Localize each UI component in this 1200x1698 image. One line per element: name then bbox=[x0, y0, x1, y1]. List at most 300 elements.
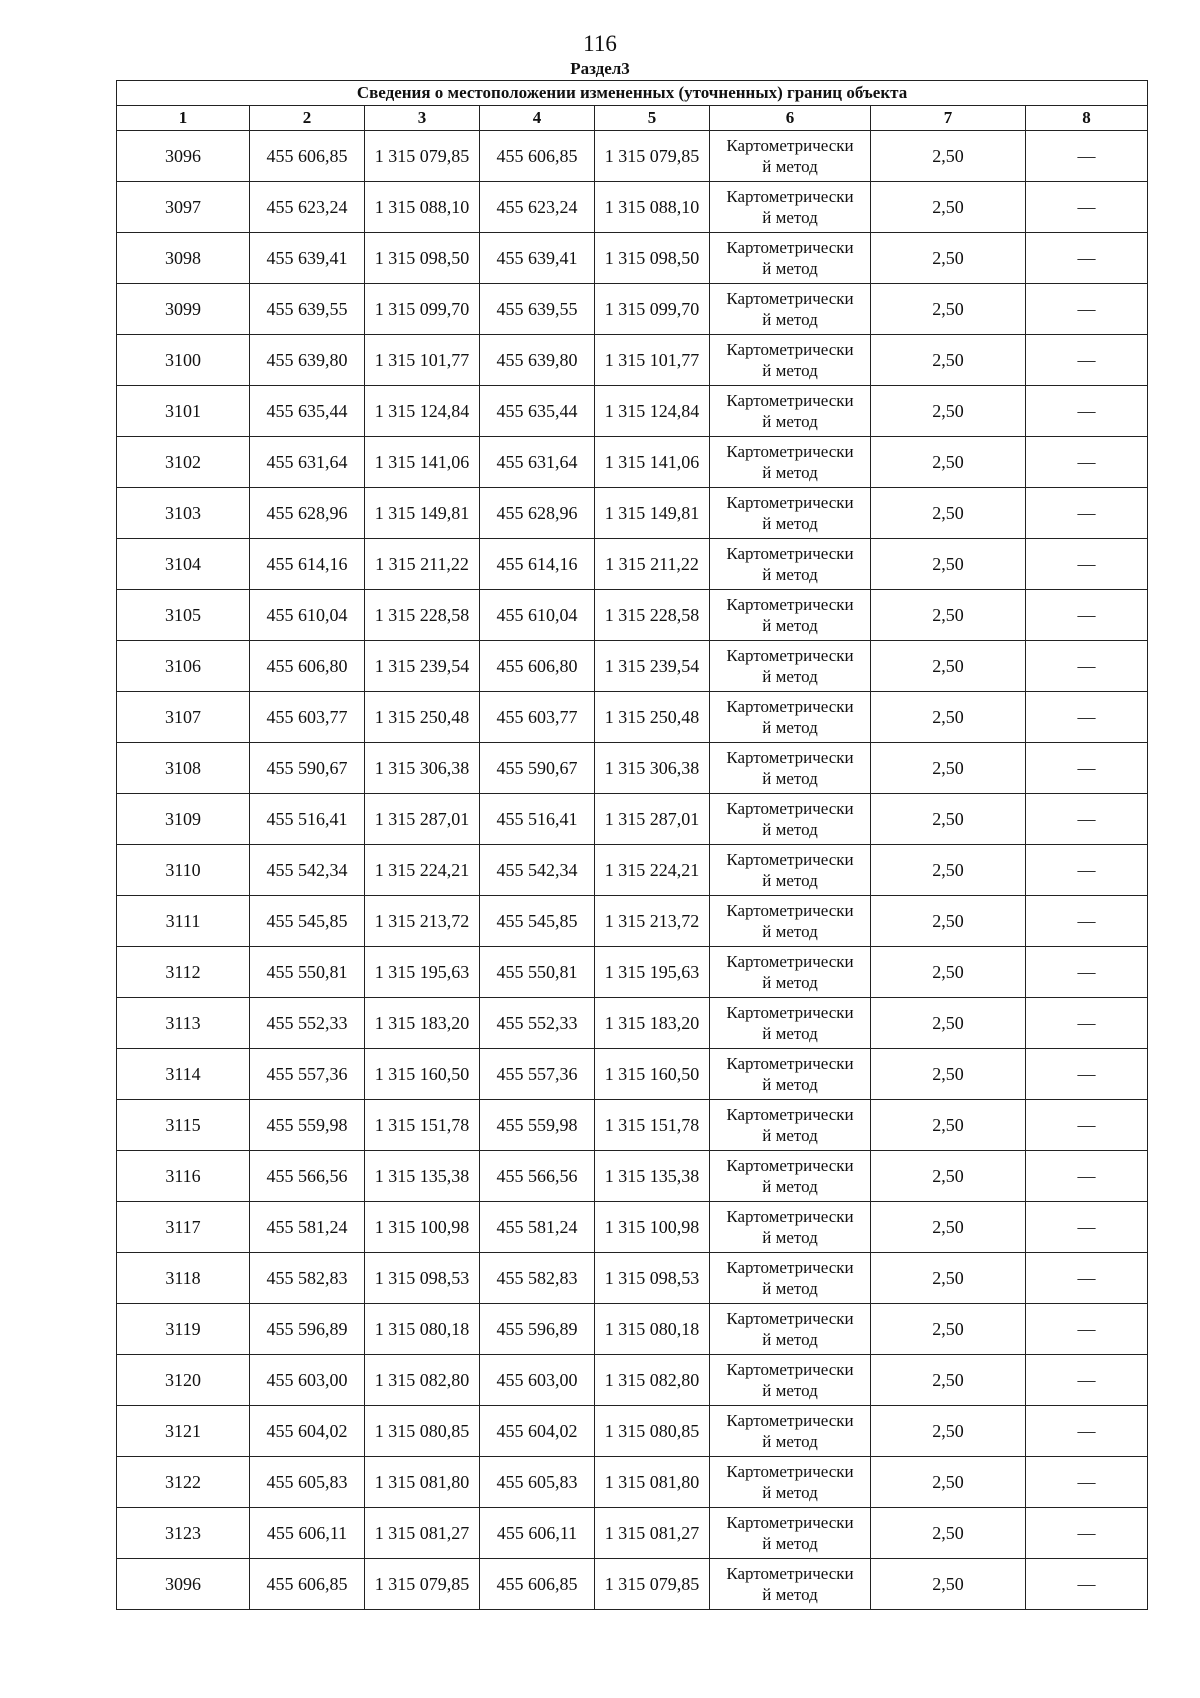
x-coordinate-existing-cell: 455 639,80 bbox=[250, 335, 365, 386]
method-line: Картометрически bbox=[726, 1258, 854, 1277]
method-line: й метод bbox=[762, 922, 818, 941]
note-cell: — bbox=[1026, 794, 1148, 845]
table-row bbox=[117, 1508, 1148, 1559]
y-coordinate-refined-cell: 1 315 183,20 bbox=[595, 998, 710, 1049]
x-coordinate-refined-cell: 455 603,77 bbox=[480, 692, 595, 743]
x-coordinate-refined-cell: 455 639,41 bbox=[480, 233, 595, 284]
note-cell: — bbox=[1026, 539, 1148, 590]
y-coordinate-existing-cell: 1 315 080,85 bbox=[365, 1406, 480, 1457]
method-line: й метод bbox=[762, 514, 818, 533]
method-line: й метод bbox=[762, 1381, 818, 1400]
y-coordinate-refined-cell: 1 315 098,53 bbox=[595, 1253, 710, 1304]
point-number-cell: 3096 bbox=[117, 1559, 250, 1610]
x-coordinate-refined-cell: 455 606,11 bbox=[480, 1508, 595, 1559]
table-row bbox=[117, 284, 1148, 335]
note-cell: — bbox=[1026, 1202, 1148, 1253]
method-cell bbox=[710, 1202, 871, 1253]
accuracy-cell: 2,50 bbox=[871, 1559, 1026, 1610]
note-cell: — bbox=[1026, 437, 1148, 488]
table-row bbox=[117, 131, 1148, 182]
accuracy-cell: 2,50 bbox=[871, 131, 1026, 182]
point-number-cell: 3123 bbox=[117, 1508, 250, 1559]
y-coordinate-existing-cell: 1 315 239,54 bbox=[365, 641, 480, 692]
note-cell: — bbox=[1026, 233, 1148, 284]
method-cell bbox=[710, 590, 871, 641]
x-coordinate-refined-cell: 455 557,36 bbox=[480, 1049, 595, 1100]
accuracy-cell: 2,50 bbox=[871, 1406, 1026, 1457]
x-coordinate-refined-cell: 455 623,24 bbox=[480, 182, 595, 233]
table-row bbox=[117, 1151, 1148, 1202]
table-row bbox=[117, 845, 1148, 896]
y-coordinate-refined-cell: 1 315 098,50 bbox=[595, 233, 710, 284]
method-cell bbox=[710, 284, 871, 335]
table-row bbox=[117, 1457, 1148, 1508]
table-row bbox=[117, 437, 1148, 488]
x-coordinate-refined-cell: 455 631,64 bbox=[480, 437, 595, 488]
y-coordinate-existing-cell: 1 315 088,10 bbox=[365, 182, 480, 233]
method-line: Картометрически bbox=[726, 1462, 854, 1481]
method-cell bbox=[710, 488, 871, 539]
method-line: й метод bbox=[762, 1534, 818, 1553]
x-coordinate-existing-cell: 455 603,00 bbox=[250, 1355, 365, 1406]
y-coordinate-existing-cell: 1 315 098,53 bbox=[365, 1253, 480, 1304]
method-line: й метод bbox=[762, 1075, 818, 1094]
x-coordinate-existing-cell: 455 623,24 bbox=[250, 182, 365, 233]
x-coordinate-refined-cell: 455 606,80 bbox=[480, 641, 595, 692]
x-coordinate-refined-cell: 455 596,89 bbox=[480, 1304, 595, 1355]
x-coordinate-refined-cell: 455 606,85 bbox=[480, 131, 595, 182]
x-coordinate-refined-cell: 455 604,02 bbox=[480, 1406, 595, 1457]
method-cell bbox=[710, 1304, 871, 1355]
method-line: й метод bbox=[762, 412, 818, 431]
method-cell bbox=[710, 692, 871, 743]
note-cell: — bbox=[1026, 335, 1148, 386]
point-number-cell: 3102 bbox=[117, 437, 250, 488]
method-line: Картометрически bbox=[726, 1207, 854, 1226]
x-coordinate-existing-cell: 455 631,64 bbox=[250, 437, 365, 488]
accuracy-cell: 2,50 bbox=[871, 692, 1026, 743]
method-line: Картометрически bbox=[726, 850, 854, 869]
point-number-cell: 3106 bbox=[117, 641, 250, 692]
accuracy-cell: 2,50 bbox=[871, 1100, 1026, 1151]
y-coordinate-existing-cell: 1 315 213,72 bbox=[365, 896, 480, 947]
table-row bbox=[117, 539, 1148, 590]
point-number-cell: 3117 bbox=[117, 1202, 250, 1253]
method-line: й метод bbox=[762, 667, 818, 686]
method-line: й метод bbox=[762, 769, 818, 788]
y-coordinate-existing-cell: 1 315 099,70 bbox=[365, 284, 480, 335]
accuracy-cell: 2,50 bbox=[871, 233, 1026, 284]
note-cell: — bbox=[1026, 1406, 1148, 1457]
x-coordinate-refined-cell: 455 566,56 bbox=[480, 1151, 595, 1202]
note-cell: — bbox=[1026, 1304, 1148, 1355]
accuracy-cell: 2,50 bbox=[871, 1304, 1026, 1355]
y-coordinate-existing-cell: 1 315 250,48 bbox=[365, 692, 480, 743]
note-cell: — bbox=[1026, 998, 1148, 1049]
method-line: й метод bbox=[762, 208, 818, 227]
table-row bbox=[117, 386, 1148, 437]
point-number-cell: 3120 bbox=[117, 1355, 250, 1406]
method-cell bbox=[710, 947, 871, 998]
point-number-cell: 3096 bbox=[117, 131, 250, 182]
accuracy-cell: 2,50 bbox=[871, 284, 1026, 335]
table-row bbox=[117, 998, 1148, 1049]
table-row bbox=[117, 641, 1148, 692]
table-row bbox=[117, 1559, 1148, 1610]
method-line: й метод bbox=[762, 820, 818, 839]
x-coordinate-refined-cell: 455 582,83 bbox=[480, 1253, 595, 1304]
method-line: й метод bbox=[762, 973, 818, 992]
x-coordinate-existing-cell: 455 639,41 bbox=[250, 233, 365, 284]
point-number-cell: 3108 bbox=[117, 743, 250, 794]
method-line: Картометрически bbox=[726, 187, 854, 206]
x-coordinate-refined-cell: 455 590,67 bbox=[480, 743, 595, 794]
note-cell: — bbox=[1026, 1457, 1148, 1508]
y-coordinate-refined-cell: 1 315 135,38 bbox=[595, 1151, 710, 1202]
method-line: й метод bbox=[762, 259, 818, 278]
method-line: й метод bbox=[762, 1126, 818, 1145]
x-coordinate-existing-cell: 455 552,33 bbox=[250, 998, 365, 1049]
table-row bbox=[117, 947, 1148, 998]
method-cell bbox=[710, 131, 871, 182]
method-cell bbox=[710, 1100, 871, 1151]
table-row bbox=[117, 1304, 1148, 1355]
accuracy-cell: 2,50 bbox=[871, 641, 1026, 692]
table-row bbox=[117, 590, 1148, 641]
point-number-cell: 3112 bbox=[117, 947, 250, 998]
method-line: Картометрически bbox=[726, 595, 854, 614]
note-cell: — bbox=[1026, 845, 1148, 896]
method-line: Картометрически bbox=[726, 901, 854, 920]
x-coordinate-existing-cell: 455 604,02 bbox=[250, 1406, 365, 1457]
note-cell: — bbox=[1026, 590, 1148, 641]
method-line: Картометрически bbox=[726, 493, 854, 512]
x-coordinate-existing-cell: 455 557,36 bbox=[250, 1049, 365, 1100]
method-cell bbox=[710, 743, 871, 794]
table-row bbox=[117, 692, 1148, 743]
method-line: Картометрически bbox=[726, 799, 854, 818]
x-coordinate-existing-cell: 455 582,83 bbox=[250, 1253, 365, 1304]
method-line: Картометрически bbox=[726, 952, 854, 971]
point-number-cell: 3098 bbox=[117, 233, 250, 284]
method-line: й метод bbox=[762, 1279, 818, 1298]
note-cell: — bbox=[1026, 488, 1148, 539]
method-cell bbox=[710, 1151, 871, 1202]
point-number-cell: 3118 bbox=[117, 1253, 250, 1304]
method-line: Картометрически bbox=[726, 1054, 854, 1073]
x-coordinate-existing-cell: 455 559,98 bbox=[250, 1100, 365, 1151]
point-number-cell: 3122 bbox=[117, 1457, 250, 1508]
point-number-cell: 3099 bbox=[117, 284, 250, 335]
table-row bbox=[117, 233, 1148, 284]
x-coordinate-existing-cell: 455 581,24 bbox=[250, 1202, 365, 1253]
y-coordinate-existing-cell: 1 315 081,80 bbox=[365, 1457, 480, 1508]
accuracy-cell: 2,50 bbox=[871, 335, 1026, 386]
y-coordinate-existing-cell: 1 315 124,84 bbox=[365, 386, 480, 437]
y-coordinate-existing-cell: 1 315 195,63 bbox=[365, 947, 480, 998]
note-cell: — bbox=[1026, 386, 1148, 437]
point-number-cell: 3100 bbox=[117, 335, 250, 386]
method-line: й метод bbox=[762, 310, 818, 329]
y-coordinate-existing-cell: 1 315 228,58 bbox=[365, 590, 480, 641]
column-number: 4 bbox=[480, 106, 595, 131]
note-cell: — bbox=[1026, 1100, 1148, 1151]
method-line: й метод bbox=[762, 871, 818, 890]
method-cell bbox=[710, 1559, 871, 1610]
x-coordinate-existing-cell: 455 606,11 bbox=[250, 1508, 365, 1559]
note-cell: — bbox=[1026, 947, 1148, 998]
method-cell bbox=[710, 437, 871, 488]
note-cell: — bbox=[1026, 692, 1148, 743]
x-coordinate-existing-cell: 455 550,81 bbox=[250, 947, 365, 998]
y-coordinate-refined-cell: 1 315 124,84 bbox=[595, 386, 710, 437]
x-coordinate-existing-cell: 455 606,85 bbox=[250, 1559, 365, 1610]
y-coordinate-refined-cell: 1 315 149,81 bbox=[595, 488, 710, 539]
column-number: 2 bbox=[250, 106, 365, 131]
method-line: Картометрически bbox=[726, 289, 854, 308]
method-line: Картометрически bbox=[726, 1156, 854, 1175]
x-coordinate-existing-cell: 455 605,83 bbox=[250, 1457, 365, 1508]
method-line: й метод bbox=[762, 157, 818, 176]
y-coordinate-existing-cell: 1 315 306,38 bbox=[365, 743, 480, 794]
method-line: Картометрически bbox=[726, 1309, 854, 1328]
note-cell: — bbox=[1026, 641, 1148, 692]
note-cell: — bbox=[1026, 1151, 1148, 1202]
point-number-cell: 3109 bbox=[117, 794, 250, 845]
table-row bbox=[117, 896, 1148, 947]
method-line: й метод bbox=[762, 1330, 818, 1349]
method-line: й метод bbox=[762, 1177, 818, 1196]
accuracy-cell: 2,50 bbox=[871, 1508, 1026, 1559]
x-coordinate-existing-cell: 455 606,85 bbox=[250, 131, 365, 182]
x-coordinate-existing-cell: 455 628,96 bbox=[250, 488, 365, 539]
method-line: Картометрически bbox=[726, 697, 854, 716]
table-row bbox=[117, 1100, 1148, 1151]
point-number-cell: 3121 bbox=[117, 1406, 250, 1457]
page-number: 116 bbox=[583, 31, 617, 56]
method-cell bbox=[710, 1355, 871, 1406]
accuracy-cell: 2,50 bbox=[871, 1355, 1026, 1406]
method-line: Картометрически bbox=[726, 136, 854, 155]
method-cell bbox=[710, 845, 871, 896]
note-cell: — bbox=[1026, 1508, 1148, 1559]
method-line: Картометрически bbox=[726, 1105, 854, 1124]
method-line: й метод bbox=[762, 718, 818, 737]
note-cell: — bbox=[1026, 1559, 1148, 1610]
x-coordinate-existing-cell: 455 596,89 bbox=[250, 1304, 365, 1355]
method-line: Картометрически bbox=[726, 391, 854, 410]
method-line: Картометрически bbox=[726, 1513, 854, 1532]
y-coordinate-refined-cell: 1 315 151,78 bbox=[595, 1100, 710, 1151]
method-cell bbox=[710, 335, 871, 386]
accuracy-cell: 2,50 bbox=[871, 1202, 1026, 1253]
y-coordinate-existing-cell: 1 315 098,50 bbox=[365, 233, 480, 284]
method-line: й метод bbox=[762, 1432, 818, 1451]
coordinates-table bbox=[116, 80, 1148, 1610]
x-coordinate-refined-cell: 455 610,04 bbox=[480, 590, 595, 641]
method-line: й метод bbox=[762, 1024, 818, 1043]
method-cell bbox=[710, 641, 871, 692]
accuracy-cell: 2,50 bbox=[871, 1049, 1026, 1100]
method-cell bbox=[710, 182, 871, 233]
table-row bbox=[117, 743, 1148, 794]
method-cell bbox=[710, 1406, 871, 1457]
method-line: й метод bbox=[762, 463, 818, 482]
method-cell bbox=[710, 896, 871, 947]
method-line: й метод bbox=[762, 565, 818, 584]
x-coordinate-refined-cell: 455 559,98 bbox=[480, 1100, 595, 1151]
method-line: й метод bbox=[762, 1483, 818, 1502]
point-number-cell: 3119 bbox=[117, 1304, 250, 1355]
x-coordinate-refined-cell: 455 545,85 bbox=[480, 896, 595, 947]
method-cell bbox=[710, 1457, 871, 1508]
column-number: 3 bbox=[365, 106, 480, 131]
y-coordinate-refined-cell: 1 315 101,77 bbox=[595, 335, 710, 386]
x-coordinate-refined-cell: 455 628,96 bbox=[480, 488, 595, 539]
x-coordinate-existing-cell: 455 610,04 bbox=[250, 590, 365, 641]
point-number-cell: 3107 bbox=[117, 692, 250, 743]
accuracy-cell: 2,50 bbox=[871, 1457, 1026, 1508]
method-line: й метод bbox=[762, 1228, 818, 1247]
accuracy-cell: 2,50 bbox=[871, 998, 1026, 1049]
y-coordinate-existing-cell: 1 315 149,81 bbox=[365, 488, 480, 539]
accuracy-cell: 2,50 bbox=[871, 1151, 1026, 1202]
y-coordinate-existing-cell: 1 315 100,98 bbox=[365, 1202, 480, 1253]
method-cell bbox=[710, 1253, 871, 1304]
point-number-cell: 3097 bbox=[117, 182, 250, 233]
method-cell bbox=[710, 1508, 871, 1559]
x-coordinate-refined-cell: 455 605,83 bbox=[480, 1457, 595, 1508]
method-cell bbox=[710, 233, 871, 284]
note-cell: — bbox=[1026, 1049, 1148, 1100]
accuracy-cell: 2,50 bbox=[871, 386, 1026, 437]
x-coordinate-refined-cell: 455 550,81 bbox=[480, 947, 595, 998]
point-number-cell: 3115 bbox=[117, 1100, 250, 1151]
note-cell: — bbox=[1026, 896, 1148, 947]
y-coordinate-refined-cell: 1 315 239,54 bbox=[595, 641, 710, 692]
y-coordinate-existing-cell: 1 315 079,85 bbox=[365, 1559, 480, 1610]
note-cell: — bbox=[1026, 1355, 1148, 1406]
y-coordinate-refined-cell: 1 315 224,21 bbox=[595, 845, 710, 896]
y-coordinate-existing-cell: 1 315 183,20 bbox=[365, 998, 480, 1049]
table-row bbox=[117, 182, 1148, 233]
table-row bbox=[117, 1049, 1148, 1100]
y-coordinate-existing-cell: 1 315 080,18 bbox=[365, 1304, 480, 1355]
table-row bbox=[117, 1202, 1148, 1253]
accuracy-cell: 2,50 bbox=[871, 590, 1026, 641]
x-coordinate-refined-cell: 455 581,24 bbox=[480, 1202, 595, 1253]
x-coordinate-refined-cell: 455 542,34 bbox=[480, 845, 595, 896]
y-coordinate-refined-cell: 1 315 160,50 bbox=[595, 1049, 710, 1100]
x-coordinate-refined-cell: 455 639,80 bbox=[480, 335, 595, 386]
table-row bbox=[117, 1355, 1148, 1406]
x-coordinate-existing-cell: 455 614,16 bbox=[250, 539, 365, 590]
method-cell bbox=[710, 998, 871, 1049]
method-line: й метод bbox=[762, 361, 818, 380]
x-coordinate-existing-cell: 455 542,34 bbox=[250, 845, 365, 896]
column-number: 8 bbox=[1026, 106, 1148, 131]
method-cell bbox=[710, 1049, 871, 1100]
accuracy-cell: 2,50 bbox=[871, 845, 1026, 896]
method-line: Картометрически bbox=[726, 1564, 854, 1583]
y-coordinate-existing-cell: 1 315 287,01 bbox=[365, 794, 480, 845]
y-coordinate-refined-cell: 1 315 228,58 bbox=[595, 590, 710, 641]
table-caption: Сведения о местоположении измененных (уточненных) границ объекта bbox=[117, 81, 1148, 106]
y-coordinate-existing-cell: 1 315 160,50 bbox=[365, 1049, 480, 1100]
accuracy-cell: 2,50 bbox=[871, 488, 1026, 539]
x-coordinate-existing-cell: 455 590,67 bbox=[250, 743, 365, 794]
note-cell: — bbox=[1026, 131, 1148, 182]
x-coordinate-refined-cell: 455 614,16 bbox=[480, 539, 595, 590]
method-cell bbox=[710, 794, 871, 845]
accuracy-cell: 2,50 bbox=[871, 182, 1026, 233]
x-coordinate-refined-cell: 455 516,41 bbox=[480, 794, 595, 845]
x-coordinate-refined-cell: 455 635,44 bbox=[480, 386, 595, 437]
y-coordinate-refined-cell: 1 315 081,80 bbox=[595, 1457, 710, 1508]
accuracy-cell: 2,50 bbox=[871, 896, 1026, 947]
x-coordinate-refined-cell: 455 606,85 bbox=[480, 1559, 595, 1610]
column-number: 1 bbox=[117, 106, 250, 131]
table-row bbox=[117, 1406, 1148, 1457]
accuracy-cell: 2,50 bbox=[871, 539, 1026, 590]
method-line: Картометрически bbox=[726, 340, 854, 359]
y-coordinate-existing-cell: 1 315 101,77 bbox=[365, 335, 480, 386]
y-coordinate-existing-cell: 1 315 141,06 bbox=[365, 437, 480, 488]
y-coordinate-refined-cell: 1 315 213,72 bbox=[595, 896, 710, 947]
y-coordinate-refined-cell: 1 315 080,18 bbox=[595, 1304, 710, 1355]
x-coordinate-existing-cell: 455 566,56 bbox=[250, 1151, 365, 1202]
point-number-cell: 3105 bbox=[117, 590, 250, 641]
x-coordinate-existing-cell: 455 606,80 bbox=[250, 641, 365, 692]
y-coordinate-existing-cell: 1 315 151,78 bbox=[365, 1100, 480, 1151]
point-number-cell: 3114 bbox=[117, 1049, 250, 1100]
x-coordinate-refined-cell: 455 603,00 bbox=[480, 1355, 595, 1406]
y-coordinate-existing-cell: 1 315 224,21 bbox=[365, 845, 480, 896]
accuracy-cell: 2,50 bbox=[871, 1253, 1026, 1304]
column-number-row bbox=[117, 106, 1148, 131]
x-coordinate-existing-cell: 455 545,85 bbox=[250, 896, 365, 947]
x-coordinate-existing-cell: 455 639,55 bbox=[250, 284, 365, 335]
point-number-cell: 3104 bbox=[117, 539, 250, 590]
y-coordinate-refined-cell: 1 315 306,38 bbox=[595, 743, 710, 794]
column-number: 5 bbox=[595, 106, 710, 131]
method-line: Картометрически bbox=[726, 748, 854, 767]
method-line: Картометрически bbox=[726, 238, 854, 257]
y-coordinate-existing-cell: 1 315 081,27 bbox=[365, 1508, 480, 1559]
column-number: 7 bbox=[871, 106, 1026, 131]
column-number: 6 bbox=[710, 106, 871, 131]
method-line: й метод bbox=[762, 616, 818, 635]
accuracy-cell: 2,50 bbox=[871, 947, 1026, 998]
y-coordinate-refined-cell: 1 315 250,48 bbox=[595, 692, 710, 743]
table-row bbox=[117, 488, 1148, 539]
method-cell bbox=[710, 386, 871, 437]
method-line: й метод bbox=[762, 1585, 818, 1604]
method-line: Картометрически bbox=[726, 646, 854, 665]
y-coordinate-refined-cell: 1 315 287,01 bbox=[595, 794, 710, 845]
table-row bbox=[117, 1253, 1148, 1304]
y-coordinate-refined-cell: 1 315 141,06 bbox=[595, 437, 710, 488]
y-coordinate-refined-cell: 1 315 080,85 bbox=[595, 1406, 710, 1457]
x-coordinate-existing-cell: 455 603,77 bbox=[250, 692, 365, 743]
y-coordinate-refined-cell: 1 315 195,63 bbox=[595, 947, 710, 998]
note-cell: — bbox=[1026, 182, 1148, 233]
note-cell: — bbox=[1026, 743, 1148, 794]
y-coordinate-refined-cell: 1 315 099,70 bbox=[595, 284, 710, 335]
point-number-cell: 3103 bbox=[117, 488, 250, 539]
y-coordinate-existing-cell: 1 315 079,85 bbox=[365, 131, 480, 182]
y-coordinate-refined-cell: 1 315 211,22 bbox=[595, 539, 710, 590]
